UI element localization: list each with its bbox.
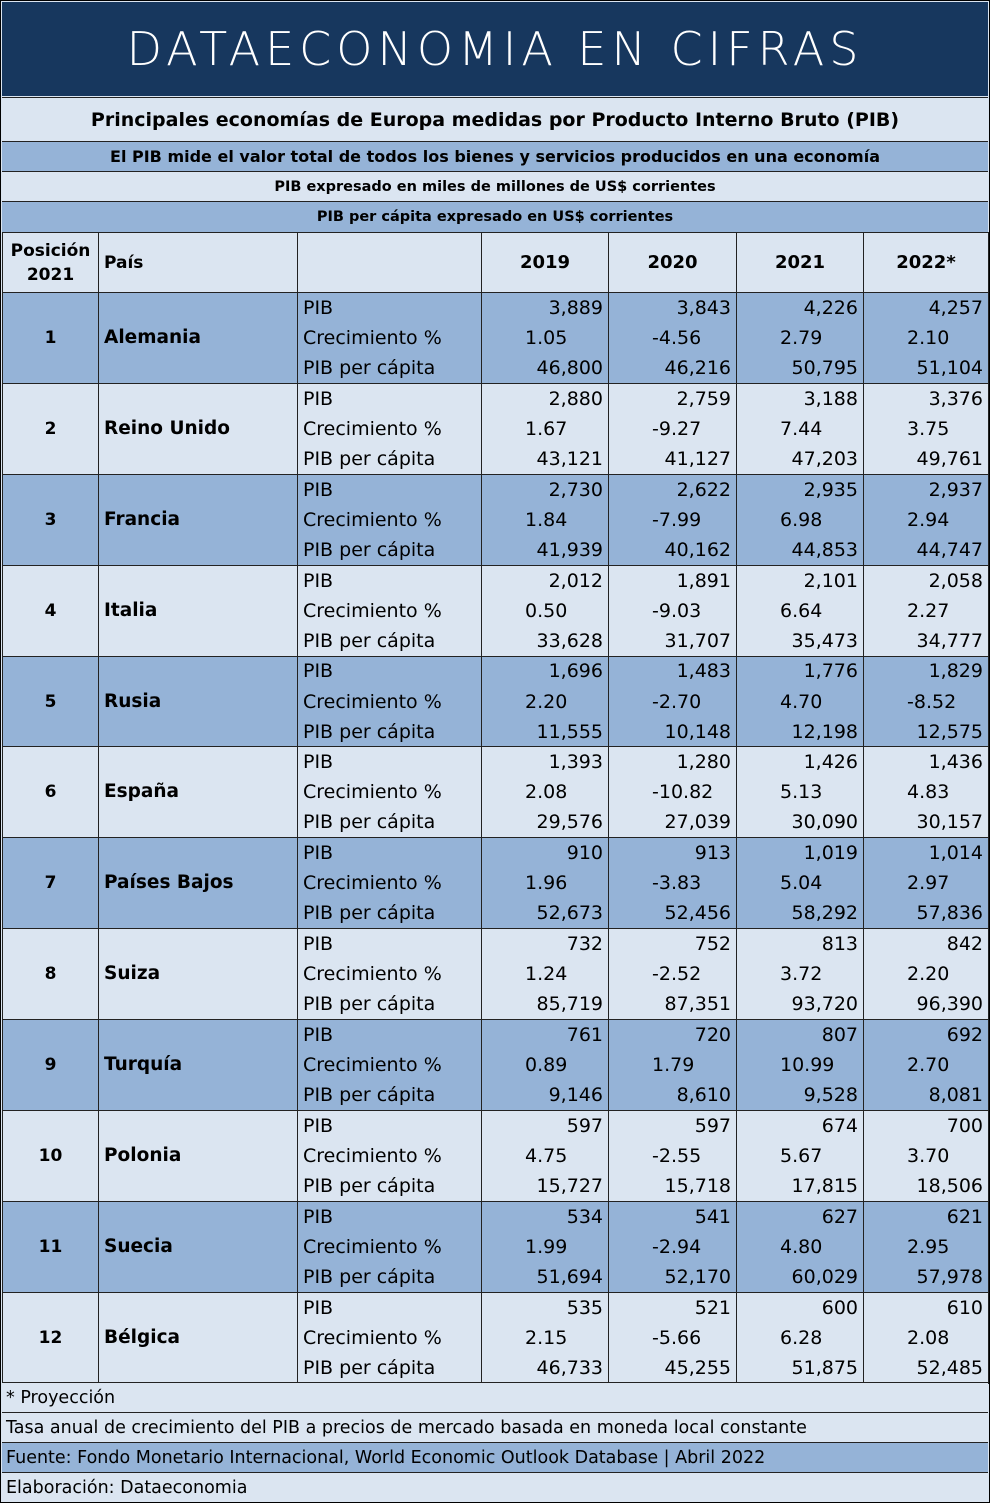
value-cell: 4,226 [737, 293, 864, 323]
indicator-label: Crecimiento % [298, 323, 482, 353]
value-cell: 35,473 [737, 626, 864, 656]
value-cell: 2.97 [864, 868, 989, 898]
value-cell: 3,843 [609, 293, 737, 323]
table-row [3, 929, 989, 959]
rank-cell: 3 [3, 474, 99, 565]
table-header-row [3, 233, 989, 293]
value-cell: 720 [609, 1020, 737, 1050]
country-cell: Francia [99, 474, 298, 565]
country-cell: España [99, 747, 298, 838]
header-position-year: 2021 [26, 264, 75, 285]
value-cell: 51,104 [864, 353, 989, 383]
value-cell: 2.20 [482, 686, 609, 716]
header-year-2021: 2021 [737, 233, 864, 293]
value-cell: 2,935 [737, 474, 864, 504]
value-cell: -9.27 [609, 414, 737, 444]
rank-cell: 2 [3, 383, 99, 474]
indicator-label: Crecimiento % [298, 1232, 482, 1262]
header-year-2019: 2019 [482, 233, 609, 293]
value-cell: 2.10 [864, 323, 989, 353]
value-cell: 674 [737, 1111, 864, 1141]
value-cell: 2,058 [864, 565, 989, 595]
value-cell: 57,836 [864, 898, 989, 928]
indicator-label: PIB [298, 747, 482, 777]
value-cell: 6.64 [737, 595, 864, 625]
table-row [3, 565, 989, 595]
value-cell: 1.24 [482, 959, 609, 989]
banner-title: DATAECONOMIA EN CIFRAS [2, 2, 988, 96]
value-cell: 6.28 [737, 1323, 864, 1353]
indicator-label: PIB [298, 656, 482, 686]
country-cell: Suiza [99, 929, 298, 1020]
footnote-projection: * Proyección [2, 1382, 988, 1412]
value-cell: 2.27 [864, 595, 989, 625]
value-cell: 1.05 [482, 323, 609, 353]
value-cell: 1,891 [609, 565, 737, 595]
value-cell: -8.52 [864, 686, 989, 716]
indicator-label: Crecimiento % [298, 595, 482, 625]
value-cell: 44,853 [737, 535, 864, 565]
value-cell: 10,148 [609, 717, 737, 747]
value-cell: 1,696 [482, 656, 609, 686]
indicator-label: PIB [298, 474, 482, 504]
value-cell: 49,761 [864, 444, 989, 474]
indicator-label: Crecimiento % [298, 1141, 482, 1171]
value-cell: 534 [482, 1201, 609, 1231]
value-cell: 47,203 [737, 444, 864, 474]
table-row [3, 1201, 989, 1231]
value-cell: 621 [864, 1201, 989, 1231]
value-cell: 46,733 [482, 1353, 609, 1383]
rank-cell: 12 [3, 1292, 99, 1383]
rank-cell: 6 [3, 747, 99, 838]
value-cell: 33,628 [482, 626, 609, 656]
value-cell: -10.82 [609, 777, 737, 807]
indicator-label: PIB per cápita [298, 1080, 482, 1110]
value-cell: -9.03 [609, 595, 737, 625]
value-cell: 41,939 [482, 535, 609, 565]
value-cell: 4.75 [482, 1141, 609, 1171]
subtitle-per-capita-units: PIB per cápita expresado en US$ corrientes [2, 201, 988, 232]
value-cell: 1,483 [609, 656, 737, 686]
indicator-label: PIB [298, 565, 482, 595]
value-cell: 11,555 [482, 717, 609, 747]
country-cell: Alemania [99, 293, 298, 384]
value-cell: 842 [864, 929, 989, 959]
value-cell: 6.98 [737, 505, 864, 535]
value-cell: 2,101 [737, 565, 864, 595]
value-cell: 60,029 [737, 1262, 864, 1292]
table-row [3, 1292, 989, 1322]
value-cell: 15,718 [609, 1171, 737, 1201]
value-cell: -2.52 [609, 959, 737, 989]
indicator-label: PIB [298, 1111, 482, 1141]
header-position [3, 233, 99, 293]
indicator-label: PIB [298, 293, 482, 323]
value-cell: 2,759 [609, 383, 737, 413]
value-cell: 46,800 [482, 353, 609, 383]
value-cell: 761 [482, 1020, 609, 1050]
country-cell: Italia [99, 565, 298, 656]
value-cell: 40,162 [609, 535, 737, 565]
indicator-label: PIB [298, 1020, 482, 1050]
value-cell: 15,727 [482, 1171, 609, 1201]
indicator-label: Crecimiento % [298, 868, 482, 898]
value-cell: 2,622 [609, 474, 737, 504]
value-cell: 692 [864, 1020, 989, 1050]
value-cell: 57,978 [864, 1262, 989, 1292]
value-cell: 44,747 [864, 535, 989, 565]
value-cell: 8,081 [864, 1080, 989, 1110]
value-cell: 34,777 [864, 626, 989, 656]
indicator-label: Crecimiento % [298, 777, 482, 807]
table-body [3, 293, 989, 1384]
value-cell: 0.50 [482, 595, 609, 625]
value-cell: -5.66 [609, 1323, 737, 1353]
indicator-label: PIB [298, 383, 482, 413]
value-cell: 1.96 [482, 868, 609, 898]
header-year-2020: 2020 [609, 233, 737, 293]
value-cell: 51,694 [482, 1262, 609, 1292]
value-cell: 1,014 [864, 838, 989, 868]
value-cell: 9,146 [482, 1080, 609, 1110]
value-cell: 1.79 [609, 1050, 737, 1080]
value-cell: 2,937 [864, 474, 989, 504]
indicator-label: PIB per cápita [298, 626, 482, 656]
value-cell: 610 [864, 1292, 989, 1322]
rank-cell: 9 [3, 1020, 99, 1111]
value-cell: 600 [737, 1292, 864, 1322]
value-cell: -7.99 [609, 505, 737, 535]
value-cell: 12,575 [864, 717, 989, 747]
value-cell: 58,292 [737, 898, 864, 928]
value-cell: -2.70 [609, 686, 737, 716]
indicator-label: Crecimiento % [298, 686, 482, 716]
value-cell: 535 [482, 1292, 609, 1322]
value-cell: 2.79 [737, 323, 864, 353]
value-cell: 910 [482, 838, 609, 868]
value-cell: 4,257 [864, 293, 989, 323]
value-cell: 51,875 [737, 1353, 864, 1383]
country-cell: Suecia [99, 1201, 298, 1292]
rank-cell: 10 [3, 1111, 99, 1202]
table-row [3, 656, 989, 686]
value-cell: 2.94 [864, 505, 989, 535]
value-cell: -4.56 [609, 323, 737, 353]
value-cell: 4.83 [864, 777, 989, 807]
header-year-2022: 2022* [864, 233, 989, 293]
value-cell: 1,436 [864, 747, 989, 777]
value-cell: 807 [737, 1020, 864, 1050]
indicator-label: PIB per cápita [298, 1171, 482, 1201]
value-cell: 9,528 [737, 1080, 864, 1110]
indicator-label: PIB [298, 1292, 482, 1322]
value-cell: 96,390 [864, 989, 989, 1019]
rank-cell: 5 [3, 656, 99, 747]
value-cell: 3.75 [864, 414, 989, 444]
value-cell: 5.13 [737, 777, 864, 807]
value-cell: 3.72 [737, 959, 864, 989]
value-cell: 43,121 [482, 444, 609, 474]
value-cell: -2.94 [609, 1232, 737, 1262]
value-cell: 0.89 [482, 1050, 609, 1080]
value-cell: 17,815 [737, 1171, 864, 1201]
value-cell: 52,456 [609, 898, 737, 928]
value-cell: 2.08 [482, 777, 609, 807]
value-cell: 85,719 [482, 989, 609, 1019]
value-cell: -2.55 [609, 1141, 737, 1171]
value-cell: 2.70 [864, 1050, 989, 1080]
value-cell: 2.95 [864, 1232, 989, 1262]
value-cell: 3,889 [482, 293, 609, 323]
value-cell: 31,707 [609, 626, 737, 656]
footnote-source: Fuente: Fondo Monetario Internacional, World Economic Outlook Database | Abril 2022 [2, 1442, 988, 1472]
indicator-label: PIB [298, 929, 482, 959]
indicator-label: PIB per cápita [298, 444, 482, 474]
table-row [3, 1020, 989, 1050]
value-cell: 93,720 [737, 989, 864, 1019]
indicator-label: PIB [298, 1201, 482, 1231]
indicator-label: PIB per cápita [298, 808, 482, 838]
value-cell: 1.99 [482, 1232, 609, 1262]
rank-cell: 4 [3, 565, 99, 656]
value-cell: 752 [609, 929, 737, 959]
value-cell: 50,795 [737, 353, 864, 383]
value-cell: 3,188 [737, 383, 864, 413]
value-cell: 597 [482, 1111, 609, 1141]
indicator-label: PIB per cápita [298, 989, 482, 1019]
indicator-label: PIB per cápita [298, 717, 482, 747]
table-row [3, 1111, 989, 1141]
rank-cell: 1 [3, 293, 99, 384]
subtitle-pib-units: PIB expresado en miles de millones de US$ corrientes [2, 171, 988, 201]
value-cell: 2.15 [482, 1323, 609, 1353]
value-cell: 29,576 [482, 808, 609, 838]
value-cell: 7.44 [737, 414, 864, 444]
value-cell: 2,012 [482, 565, 609, 595]
value-cell: 700 [864, 1111, 989, 1141]
indicator-label: Crecimiento % [298, 1050, 482, 1080]
value-cell: 597 [609, 1111, 737, 1141]
country-cell: Bélgica [99, 1292, 298, 1383]
gdp-table [2, 232, 989, 1384]
value-cell: 3.70 [864, 1141, 989, 1171]
value-cell: 52,673 [482, 898, 609, 928]
page-title: Principales economías de Europa medidas por Producto Interno Bruto (PIB) [2, 97, 988, 141]
rank-cell: 8 [3, 929, 99, 1020]
indicator-label: Crecimiento % [298, 414, 482, 444]
value-cell: -3.83 [609, 868, 737, 898]
value-cell: 1,393 [482, 747, 609, 777]
value-cell: 1,280 [609, 747, 737, 777]
header-indicator [298, 233, 482, 293]
indicator-label: PIB per cápita [298, 353, 482, 383]
value-cell: 8,610 [609, 1080, 737, 1110]
value-cell: 541 [609, 1201, 737, 1231]
table-row [3, 383, 989, 413]
value-cell: 4.80 [737, 1232, 864, 1262]
value-cell: 4.70 [737, 686, 864, 716]
indicator-label: Crecimiento % [298, 505, 482, 535]
value-cell: 1.84 [482, 505, 609, 535]
table-row [3, 293, 989, 323]
table-row [3, 838, 989, 868]
value-cell: 1,019 [737, 838, 864, 868]
value-cell: 1,426 [737, 747, 864, 777]
country-cell: Turquía [99, 1020, 298, 1111]
value-cell: 813 [737, 929, 864, 959]
country-cell: Rusia [99, 656, 298, 747]
country-cell: Reino Unido [99, 383, 298, 474]
value-cell: 3,376 [864, 383, 989, 413]
indicator-label: PIB [298, 838, 482, 868]
value-cell: 45,255 [609, 1353, 737, 1383]
value-cell: 18,506 [864, 1171, 989, 1201]
value-cell: 41,127 [609, 444, 737, 474]
value-cell: 10.99 [737, 1050, 864, 1080]
value-cell: 732 [482, 929, 609, 959]
indicator-label: PIB per cápita [298, 1262, 482, 1292]
indicator-label: Crecimiento % [298, 1323, 482, 1353]
value-cell: 5.04 [737, 868, 864, 898]
footnote-credit: Elaboración: Dataeconomia [2, 1472, 988, 1502]
rank-cell: 11 [3, 1201, 99, 1292]
value-cell: 2,880 [482, 383, 609, 413]
indicator-label: Crecimiento % [298, 959, 482, 989]
table-row [3, 747, 989, 777]
value-cell: 30,157 [864, 808, 989, 838]
value-cell: 1,776 [737, 656, 864, 686]
value-cell: 1,829 [864, 656, 989, 686]
value-cell: 52,485 [864, 1353, 989, 1383]
country-cell: Polonia [99, 1111, 298, 1202]
rank-cell: 7 [3, 838, 99, 929]
value-cell: 30,090 [737, 808, 864, 838]
value-cell: 627 [737, 1201, 864, 1231]
country-cell: Países Bajos [99, 838, 298, 929]
value-cell: 521 [609, 1292, 737, 1322]
indicator-label: PIB per cápita [298, 535, 482, 565]
value-cell: 12,198 [737, 717, 864, 747]
footnote-growth: Tasa anual de crecimiento del PIB a precios de mercado basada en moneda local constante [2, 1412, 988, 1442]
header-country: País [99, 233, 298, 293]
value-cell: 87,351 [609, 989, 737, 1019]
indicator-label: PIB per cápita [298, 1353, 482, 1383]
value-cell: 2,730 [482, 474, 609, 504]
value-cell: 2.20 [864, 959, 989, 989]
value-cell: 27,039 [609, 808, 737, 838]
value-cell: 2.08 [864, 1323, 989, 1353]
value-cell: 52,170 [609, 1262, 737, 1292]
header-position-label: Posición [10, 240, 91, 261]
subtitle-definition: El PIB mide el valor total de todos los bienes y servicios producidos en una economía [2, 141, 988, 171]
value-cell: 5.67 [737, 1141, 864, 1171]
value-cell: 46,216 [609, 353, 737, 383]
table-row [3, 474, 989, 504]
indicator-label: PIB per cápita [298, 898, 482, 928]
value-cell: 913 [609, 838, 737, 868]
value-cell: 1.67 [482, 414, 609, 444]
